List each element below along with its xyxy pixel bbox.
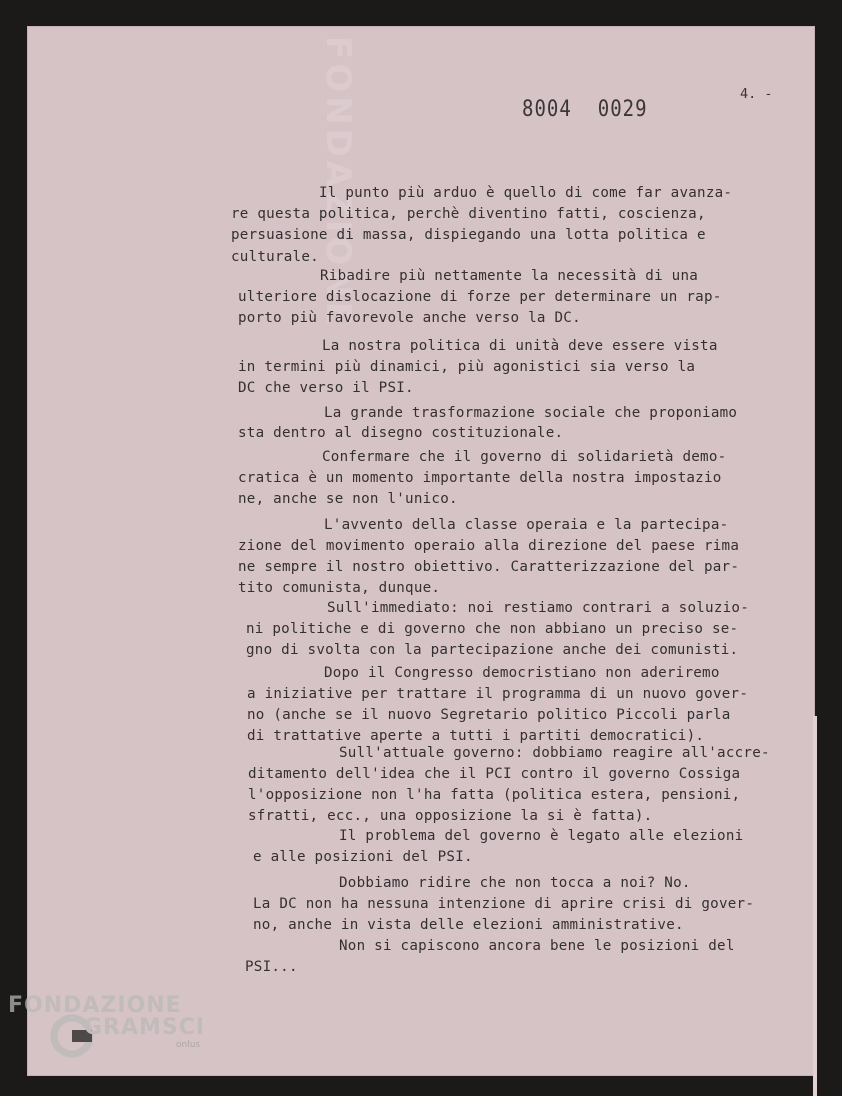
logo-line-2: GRAMSCI bbox=[84, 1015, 206, 1040]
archive-number-part: 0029 bbox=[597, 96, 648, 122]
text-line: re questa politica, perchè diventino fatti, coscienza, bbox=[231, 206, 706, 222]
text-line: ulteriore dislocazione di forze per determinare un rap- bbox=[238, 289, 722, 305]
watermark-text: FONDAZIONE bbox=[318, 36, 358, 330]
text-line: gno di svolta con la partecipazione anche dei comunisti. bbox=[246, 642, 739, 658]
text-line: in termini più dinamici, più agonistici sia verso la bbox=[238, 359, 696, 375]
text-line: persuasione di massa, dispiegando una lotta politica e bbox=[231, 227, 706, 243]
text-line: PSI... bbox=[245, 959, 298, 975]
text-line: Ribadire più nettamente la necessità di una bbox=[320, 268, 699, 284]
text-line: zione del movimento operaio alla direzione del paese rima bbox=[238, 538, 740, 554]
logo-line-1: FONDAZIONE bbox=[8, 993, 182, 1018]
text-line: sfratti, ecc., una opposizione la si è fatta). bbox=[248, 808, 653, 824]
text-line: ne, anche se non l'unico. bbox=[238, 491, 458, 507]
text-line: l'opposizione non l'ha fatta (politica estera, pensioni, bbox=[248, 787, 741, 803]
text-line: Il punto più arduo è quello di come far avanza- bbox=[319, 185, 733, 201]
page-number: 4. - bbox=[740, 86, 773, 102]
text-line: ne sempre il nostro obiettivo. Caratterizzazione del par- bbox=[238, 559, 740, 575]
text-line: e alle posizioni del PSI. bbox=[253, 849, 473, 865]
text-line: Sull'immediato: noi restiamo contrari a soluzio- bbox=[327, 600, 749, 616]
text-line: Confermare che il governo di solidarietà demo- bbox=[322, 449, 727, 465]
text-line: Dopo il Congresso democristiano non aderiremo bbox=[324, 665, 720, 681]
text-line: ni politiche e di governo che non abbiano un preciso se- bbox=[246, 621, 739, 637]
text-line: no, anche in vista delle elezioni amministrative. bbox=[253, 917, 684, 933]
text-line: di trattative aperte a tutti i partiti democratici). bbox=[247, 728, 705, 744]
fondazione-gramsci-logo bbox=[6, 990, 211, 1070]
text-line: DC che verso il PSI. bbox=[238, 380, 414, 396]
text-line: La DC non ha nessuna intenzione di aprire crisi di gover- bbox=[253, 896, 755, 912]
text-line: cratica è un momento importante della nostra impostazio bbox=[238, 470, 722, 486]
archive-number-part: 8004 bbox=[522, 96, 572, 122]
text-line: La grande trasformazione sociale che proponiamo bbox=[324, 405, 738, 421]
text-line: La nostra politica di unità deve essere vista bbox=[322, 338, 718, 354]
text-line: porto più favorevole anche verso la DC. bbox=[238, 310, 581, 326]
text-line: Sull'attuale governo: dobbiamo reagire all'accre- bbox=[339, 745, 770, 761]
logo-tag: onlus bbox=[176, 1040, 201, 1050]
text-line: a iniziative per trattare il programma di un nuovo gover- bbox=[247, 686, 749, 702]
document-page bbox=[27, 26, 815, 1076]
text-line: tito comunista, dunque. bbox=[238, 580, 441, 596]
text-line: L'avvento della classe operaia e la partecipa- bbox=[324, 517, 729, 533]
text-line: Dobbiamo ridire che non tocca a noi? No. bbox=[339, 875, 691, 891]
text-line: culturale. bbox=[231, 249, 319, 265]
typewritten-body bbox=[27, 26, 815, 1076]
text-line: no (anche se il nuovo Segretario politico Piccoli parla bbox=[247, 707, 731, 723]
text-line: Non si capiscono ancora bene le posizioni del bbox=[339, 938, 735, 954]
text-line: ditamento dell'idea che il PCI contro il governo Cossiga bbox=[248, 766, 741, 782]
text-line: Il problema del governo è legato alle elezioni bbox=[339, 828, 744, 844]
text-line: sta dentro al disegno costituzionale. bbox=[238, 425, 564, 441]
